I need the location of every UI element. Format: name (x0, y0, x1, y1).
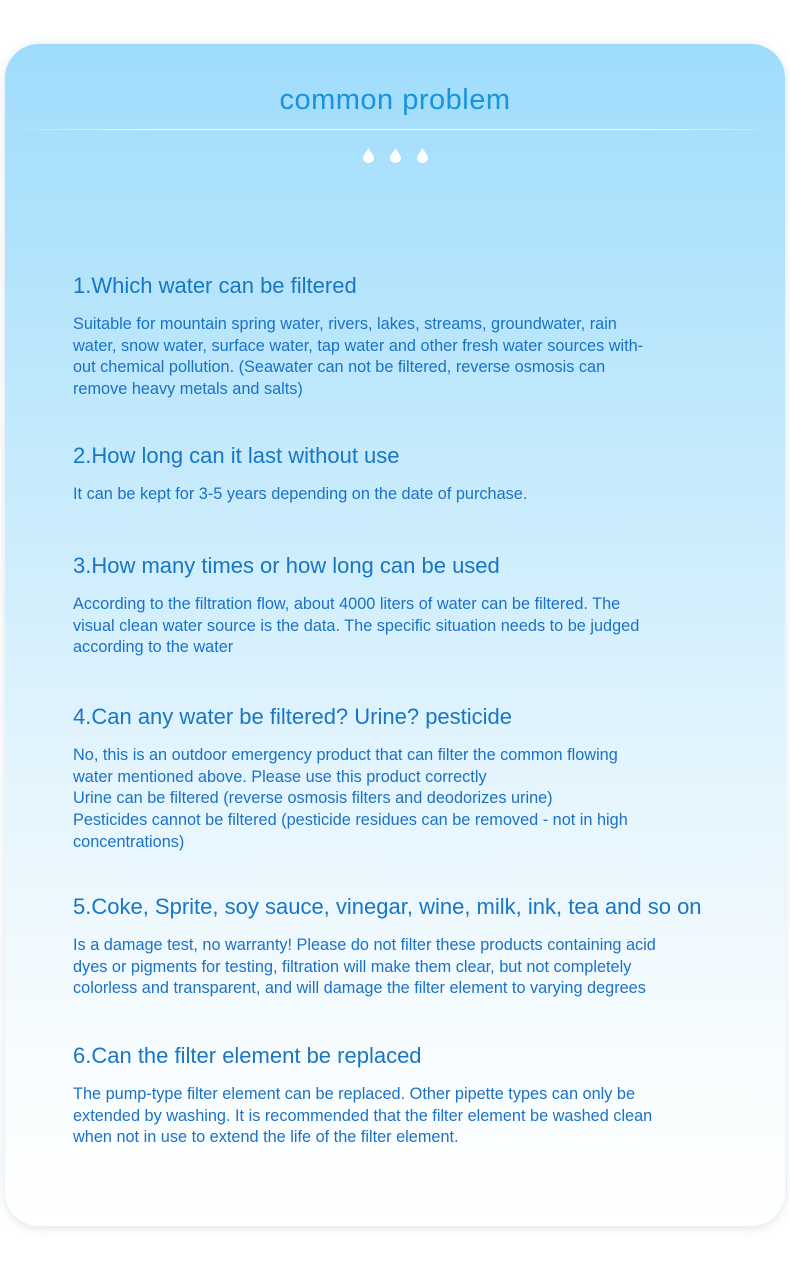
faq-question: 3.How many times or how long can be used (73, 553, 500, 578)
faq-item-5 (73, 893, 778, 1000)
faq-answer: Is a damage test, no warranty! Please do not filter these products containing acid dyes or pigments for testing, filtration will make them clear, but not completely colorless and transparent, and will damage the filter element to varying degrees (73, 936, 656, 998)
faq-question: 1.Which water can be filtered (73, 273, 357, 298)
water-drop-icon (390, 148, 401, 163)
faq-question: 5.Coke, Sprite, soy sauce, vinegar, wine, milk, ink, tea and so on (73, 894, 702, 919)
title-divider (5, 129, 785, 130)
faq-answer: According to the filtration flow, about 4000 liters of water can be filtered. The visual clean water source is the data. The specific situation needs to be judged according to the water (73, 595, 640, 657)
faq-answer: Suitable for mountain spring water, rivers, lakes, streams, groundwater, rain water, snow water, surface water, tap water and other fresh water sources with- out chemical pollution. (Seawater can not be filtered, reverse osmosis can remove heavy metals and salts) (73, 315, 644, 399)
water-drop-icon (363, 148, 374, 163)
water-drops (5, 148, 785, 163)
water-drop-icon (417, 148, 428, 163)
faq-item-2 (73, 442, 778, 506)
faq-card (5, 44, 785, 1226)
faq-question: 2.How long can it last without use (73, 443, 400, 468)
faq-item-4 (73, 703, 778, 854)
page-title: common problem (279, 84, 511, 116)
faq-item-1 (73, 272, 778, 401)
faq-answer: No, this is an outdoor emergency product that can filter the common flowing water mentioned above. Please use this product correctly Urine can be filtered (reverse osmosis filters and deodorizes urine) Pesticides cannot be filtered (pesticide residues can be removed - not in high concentrations) (73, 746, 628, 851)
faq-answer: It can be kept for 3-5 years depending on the date of purchase. (73, 485, 528, 503)
faq-answer: The pump-type filter element can be replaced. Other pipette types can only be extended by washing. It is recommended that the filter element be washed clean when not in use to extend the life of the filter element. (73, 1085, 653, 1147)
faq-item-3 (73, 552, 778, 659)
faq-question: 4.Can any water be filtered? Urine? pesticide (73, 704, 513, 729)
faq-question: 6.Can the filter element be replaced (73, 1043, 422, 1068)
faq-item-6 (73, 1042, 778, 1149)
